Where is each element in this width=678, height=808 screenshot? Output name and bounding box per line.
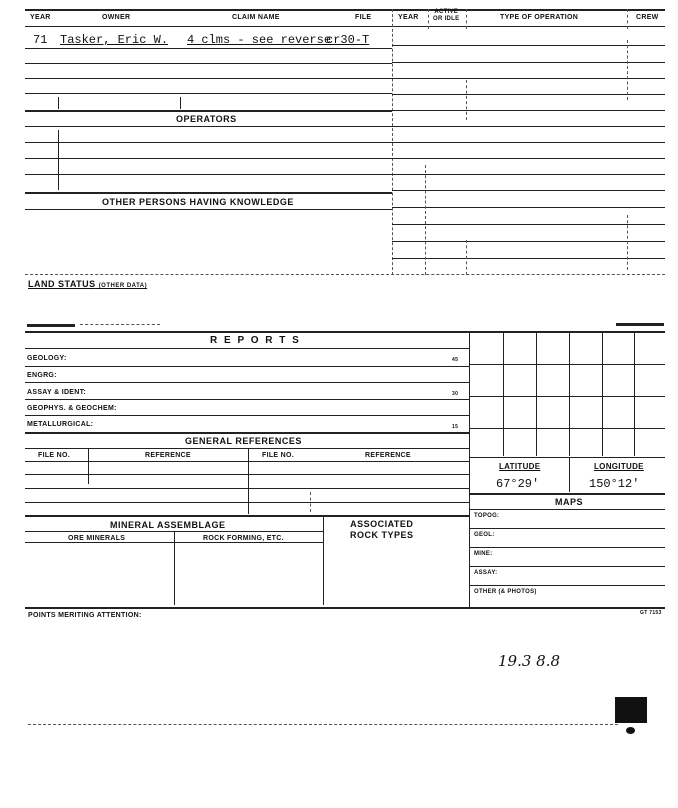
operator-row-line: [25, 158, 392, 159]
header-year: YEAR: [30, 14, 51, 21]
crew-col-tick: [627, 40, 628, 100]
report-row-line: [25, 382, 469, 383]
header-type-of-operation: TYPE OF OPERATION: [500, 14, 579, 21]
grid-col-line: [634, 331, 635, 456]
type-col-tick: [466, 240, 467, 275]
ref-row-line: [25, 474, 469, 475]
grid-col-line: [503, 331, 504, 456]
mineral-col-line: [323, 515, 324, 605]
header-year-right: YEAR: [398, 14, 419, 21]
ref-col-line: [248, 449, 249, 514]
land-status-heading: LAND STATUS (OTHER DATA): [28, 279, 148, 289]
associated-rock-types-heading: ASSOCIATED ROCK TYPES: [350, 519, 414, 540]
report-row-line: [25, 415, 469, 416]
ref-row-line: [25, 488, 469, 489]
header-crew: CREW: [636, 14, 659, 21]
owner-row-line: [25, 63, 392, 64]
operation-row-line: [392, 126, 665, 127]
col-file-no-2: FILE NO.: [262, 452, 294, 459]
top-section-bottom: [25, 274, 665, 275]
bottom-dashed-line: [28, 724, 618, 725]
report-num-geology: 45: [452, 357, 459, 363]
longitude-label: LONGITUDE: [594, 462, 644, 471]
map-row-other: OTHER (& PHOTOS): [474, 589, 537, 595]
ore-minerals-heading: ORE MINERALS: [68, 535, 126, 542]
other-persons-heading: OTHER PERSONS HAVING KNOWLEDGE: [102, 197, 294, 207]
reports-heading: R E P O R T S: [210, 335, 301, 346]
owner-row-line: [25, 78, 392, 79]
entry-file: cr30-T: [326, 33, 370, 47]
report-label-engrg: ENGRG:: [27, 372, 57, 379]
header-file: FILE: [355, 14, 372, 21]
report-label-assay: ASSAY & IDENT:: [27, 389, 87, 396]
owner-row-line: [25, 48, 392, 49]
entry-owner: Tasker, Eric W.: [60, 33, 169, 47]
ref-row-line: [25, 461, 469, 462]
entry-year: 71: [33, 33, 48, 47]
col-file-no: FILE NO.: [38, 452, 70, 459]
latitude-value: 67°29': [496, 477, 540, 491]
report-num-assay: 30: [452, 391, 459, 397]
report-label-metallurgical: METALLURGICAL:: [27, 421, 94, 428]
owner-col-tick: [58, 97, 59, 109]
grid-row-line: [469, 396, 665, 397]
crew-col-tick: [627, 215, 628, 270]
maps-divider: [469, 509, 665, 510]
map-row-topog: TOPOG:: [474, 513, 500, 519]
map-row-line: [469, 528, 665, 529]
header-owner: OWNER: [102, 14, 131, 21]
owner-col-tick: [180, 97, 181, 109]
latitude-label: LATITUDE: [499, 462, 541, 471]
scan-mark: [616, 323, 664, 326]
other-persons-divider: [25, 209, 392, 210]
mineral-assemblage-heading: MINERAL ASSEMBLAGE: [110, 520, 226, 530]
map-row-line: [469, 566, 665, 567]
grid-col-line: [569, 331, 570, 456]
registration-dot: [626, 727, 635, 734]
rock-forming-heading: ROCK FORMING, ETC.: [203, 535, 284, 542]
operator-col-line: [58, 130, 59, 190]
owner-row-line: [25, 93, 392, 94]
header-active-idle: ACTIVE OR IDLE: [433, 9, 460, 22]
general-references-heading: GENERAL REFERENCES: [185, 436, 302, 446]
operator-row-line: [25, 174, 392, 175]
header-claim-name: CLAIM NAME: [232, 14, 280, 21]
operation-row-line: [392, 45, 665, 46]
form-code: GT 7153: [640, 610, 662, 616]
operators-divider: [25, 126, 392, 127]
ref-col-line: [88, 449, 89, 484]
header-divider: [25, 26, 665, 27]
active-col-divider: [428, 9, 429, 29]
ref-col-tick: [310, 492, 311, 512]
operator-row-line: [25, 142, 392, 143]
top-border: [25, 9, 665, 11]
points-meriting-attention: POINTS MERITING ATTENTION:: [28, 612, 142, 619]
entry-claim: 4 clms - see reverse: [187, 33, 332, 47]
longitude-value: 150°12': [589, 477, 640, 491]
mineral-col-divider: [25, 542, 323, 543]
map-row-line: [469, 547, 665, 548]
latlong-divider: [569, 457, 570, 492]
grid-row-line: [469, 428, 665, 429]
other-persons-top-border: [25, 192, 392, 194]
operation-row-line: [392, 174, 665, 175]
type-col-divider: [466, 9, 467, 29]
operation-row-line: [392, 207, 665, 208]
operation-row-line: [392, 110, 665, 111]
operation-row-line: [392, 224, 665, 225]
crew-col-divider: [627, 9, 628, 29]
type-col-tick: [466, 80, 467, 120]
operation-row-line: [392, 142, 665, 143]
map-row-mine: MINE:: [474, 551, 493, 557]
operators-heading: OPERATORS: [176, 114, 237, 124]
operation-row-line: [392, 190, 665, 191]
scan-mark: [80, 324, 160, 325]
ref-row-line: [25, 502, 469, 503]
handwritten-note: 19.3 8.8: [498, 652, 561, 670]
col-reference: REFERENCE: [145, 452, 191, 459]
map-row-assay: ASSAY:: [474, 570, 498, 576]
grid-col-line: [602, 331, 603, 456]
registration-mark: [615, 697, 647, 723]
maps-heading: MAPS: [555, 497, 584, 507]
operation-row-line: [392, 258, 665, 259]
report-row-line: [25, 366, 469, 367]
reports-heading-divider: [25, 348, 469, 349]
grid-col-line: [536, 331, 537, 456]
operation-row-line: [392, 158, 665, 159]
mineral-top-border: [25, 515, 469, 517]
general-references-divider: [25, 448, 469, 449]
map-row-line: [469, 585, 665, 586]
general-references-top-border: [25, 432, 469, 434]
operation-row-line: [392, 62, 665, 63]
mineral-bottom-border: [25, 607, 665, 609]
operation-row-line: [392, 94, 665, 95]
grid-row-line: [469, 364, 665, 365]
report-row-line: [25, 399, 469, 400]
active-col-tick: [425, 165, 426, 275]
report-label-geophys: GEOPHYS. & GEOCHEM:: [27, 405, 117, 412]
col-reference-2: REFERENCE: [365, 452, 411, 459]
maps-top-border: [469, 493, 665, 495]
report-num-metallurgical: 15: [452, 424, 459, 430]
grid-bottom-line: [469, 457, 665, 458]
operators-top-border: [25, 110, 392, 112]
operation-row-line: [392, 78, 665, 79]
operation-row-line: [392, 241, 665, 242]
map-row-geol: GEOL:: [474, 532, 495, 538]
scan-mark: [27, 324, 75, 327]
report-label-geology: GEOLOGY:: [27, 355, 67, 362]
